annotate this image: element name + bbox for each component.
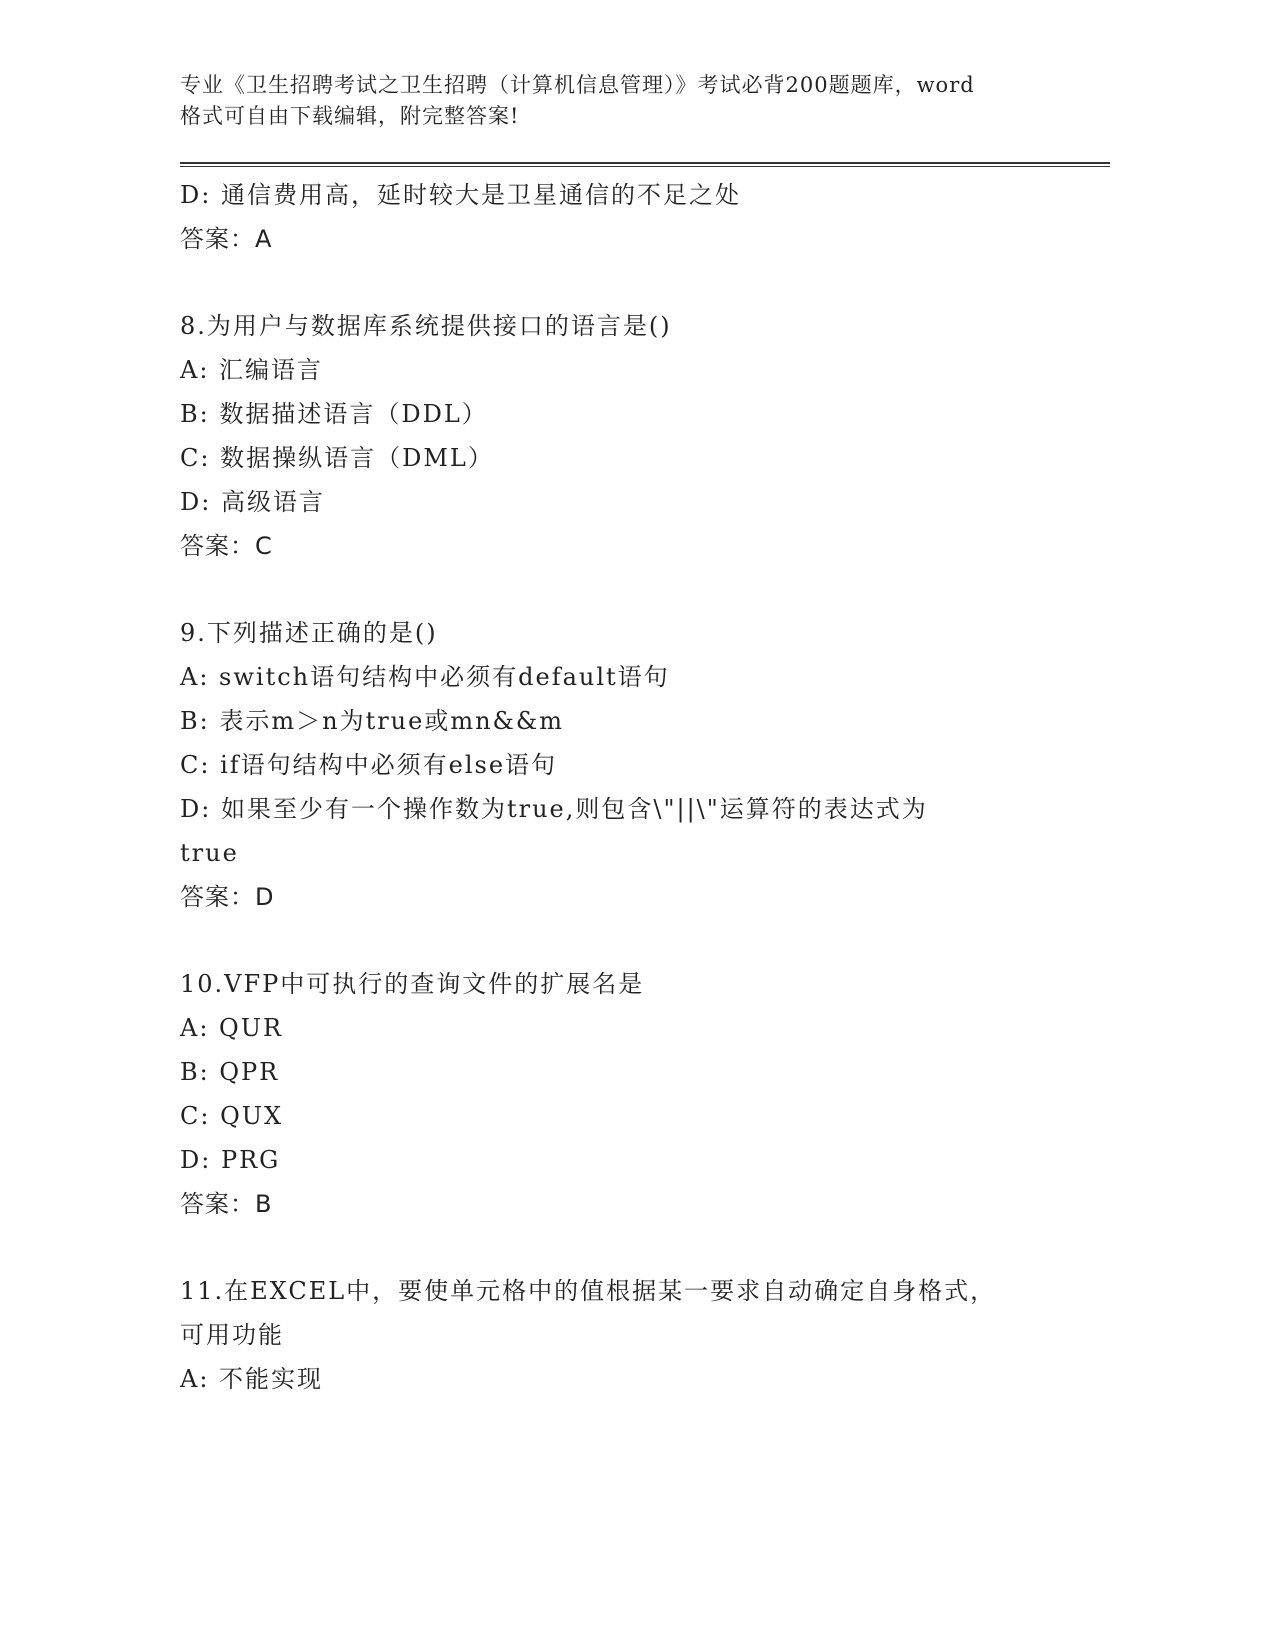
option-b: B: 数据描述语言（DDL）	[180, 400, 488, 428]
option-a: A: 汇编语言	[180, 356, 324, 384]
question-10	[180, 962, 1110, 1226]
question-list	[180, 173, 1110, 1401]
option-a: A: switch语句结构中必须有default语句	[180, 663, 670, 691]
answer-label: 答案：D	[180, 883, 275, 911]
document-header	[180, 70, 1110, 132]
question-stem-line2: 可用功能	[180, 1321, 284, 1349]
question-8	[180, 304, 1110, 568]
question-11	[180, 1269, 1110, 1401]
option-b: B: QPR	[180, 1058, 280, 1086]
option-c: C: if语句结构中必须有else语句	[180, 751, 558, 779]
question-7-tail	[180, 173, 1110, 261]
question-stem-line1: 11.在EXCEL中，要使单元格中的值根据某一要求自动确定自身格式，	[180, 1277, 997, 1305]
option-d: D: 高级语言	[180, 488, 325, 516]
question-9	[180, 611, 1110, 919]
header-title-line2: 格式可自由下载编辑，附完整答案!	[180, 104, 520, 128]
option-a: A: 不能实现	[180, 1365, 324, 1393]
option-c: C: QUX	[180, 1102, 284, 1130]
option-a: A: QUR	[180, 1014, 284, 1042]
option-d-line1: D: 如果至少有一个操作数为true,则包含\"||\"运算符的表达式为	[180, 795, 928, 823]
option-b: B: 表示m＞n为true或mn&&m	[180, 707, 565, 735]
question-stem: 9.下列描述正确的是()	[180, 619, 438, 647]
answer-label: 答案：B	[180, 1190, 273, 1218]
answer-label: 答案：C	[180, 532, 273, 560]
header-title-line1: 专业《卫生招聘考试之卫生招聘（计算机信息管理）》考试必背200题题库，word	[180, 73, 975, 97]
option-d: D: 通信费用高，延时较大是卫星通信的不足之处	[180, 181, 741, 209]
question-stem: 10.VFP中可执行的查询文件的扩展名是	[180, 970, 645, 998]
option-c: C: 数据操纵语言（DML）	[180, 444, 494, 472]
question-stem: 8.为用户与数据库系统提供接口的语言是()	[180, 312, 672, 340]
answer-label: 答案：A	[180, 225, 273, 253]
header-divider	[180, 162, 1110, 167]
option-d-line2: true	[180, 839, 239, 867]
option-d: D: PRG	[180, 1146, 281, 1174]
document-page	[180, 70, 1110, 1401]
